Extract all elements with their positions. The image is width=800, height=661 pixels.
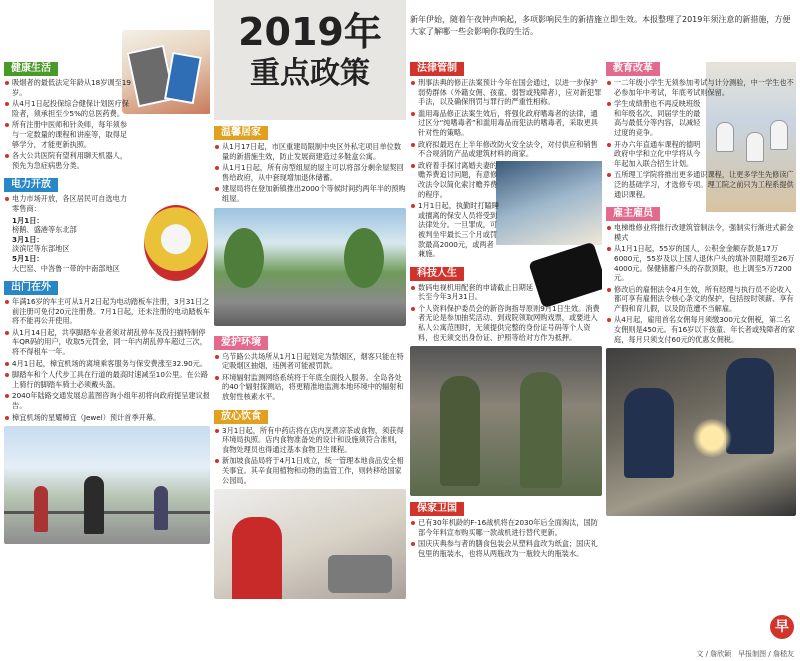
soldier-figure-2: [520, 372, 562, 488]
worker-figure: [624, 388, 674, 478]
worker-figure-2: [726, 358, 774, 454]
section-edu: [606, 56, 796, 199]
cigarette-photo: [122, 30, 210, 114]
travel-item-6: 樟宜机场的星耀樟宜（Jewel）预计首季开幕。: [4, 413, 210, 423]
bridge-walkers-photo: [4, 426, 210, 544]
column-3: [410, 56, 602, 643]
soldier-figure: [440, 376, 480, 486]
section-power: [4, 172, 134, 273]
section-title-defense: 保家卫国: [410, 502, 464, 516]
power-schedule-3: [4, 254, 134, 273]
power-date-1: 1月1日：: [12, 215, 44, 225]
section-title-health: 健康生活: [4, 62, 58, 76]
section-title-env: 爱护环境: [214, 336, 268, 350]
section-tech: [410, 261, 602, 343]
edu-item-2: 学生成绩册也不再反映班级和年级名次、同届学生的最高与最低分等内容，以减轻过度的竞争。: [606, 99, 702, 137]
herbal-shop-cook-photo: [214, 489, 406, 599]
section-title-home: 温馨居家: [214, 126, 268, 140]
home-item-1: 从1月17日起，市区重建局限制中央区外私宅项目单位数量的新措施生效，防止发展商建造过多鞋盒公寓。: [214, 142, 406, 161]
power-item-1: 电力市场开放，各区居民可自选电力零售商：: [4, 194, 134, 213]
env-item-2: 环境辐射监测网络系统将于年底全面投入服务。全岛各处的40个辐射探测站，将更精准地监测本地环境中的辐射和放射性核素水平。: [214, 373, 406, 402]
section-title-emp: 雇主雇员: [606, 207, 660, 221]
section-env: [214, 330, 406, 402]
emp-item-1: 电梯维修业将推行改建筑管制法令，强制实行渐进式薪金模式: [606, 223, 796, 242]
edu-item-1: 一二年级小学生无须参加考试与计分测验，中一学生也不必参加年中考试，年底考试则保留。: [606, 78, 796, 97]
power-date-3: 5月1日：: [12, 253, 44, 263]
travel-item-3: 4月1日起，樟宜机场的离境乘客服务与保安费涨至32.90元。: [4, 359, 210, 369]
power-date-2: 3月1日：: [12, 234, 44, 244]
power-area-1: 榜鹅、盛港等东北部: [12, 225, 77, 235]
travel-item-1: 年满16岁的车主可从1月2日起为电动踏板车注册，3月31日之前注册可免付20元注册费。7月1日起，还未注册的电动踏板车将不能再公开使用。: [4, 297, 210, 326]
surveillance-screen-photo: [496, 161, 602, 245]
home-item-2: 从1月1日起，所有房型组屋的屋主可以将部分剩余屋契回售给政府，从中套现增加退休储蓄。: [214, 163, 406, 182]
pedestrian-figure-2: [154, 486, 168, 530]
orchard-road-photo: [214, 208, 406, 326]
student-figure-3: [770, 120, 788, 150]
power-area-2: 淡滨尼等东部地区: [12, 244, 70, 254]
health-item-4: 各大公共医院有望利用聊天机器人，预先为急症病患分类。: [4, 151, 134, 170]
law-item-4: 政府着手探讨离婚夫妻的赡养费追讨问题，有意修改法令以简化索讨赡养费的程序。: [410, 161, 500, 199]
edu-item-3: 开办六年直通车课程的德明政府中学和立化中学将从今年起加入联合招生计划。: [606, 140, 702, 169]
health-item-1: 吸烟者的最低法定年龄从18岁调至19岁。: [4, 78, 134, 97]
defense-item-2: 国庆庆典参与者的膳食包装会从塑料盒改为纸盒；国庆礼包里的瓶装水，也将从两瓶改为一瓶较大的瓶装水。: [410, 539, 602, 558]
defense-item-1: 已有30年机龄的F-16战机将在2030年后全面淘汰，国防部今年料宣布购买哪一款战机进行替代更新。: [410, 518, 602, 537]
cooking-pot: [328, 555, 392, 593]
env-item-1: 乌节路公共场所从1月1日起划定为禁烟区，烟客只能在特定吸烟区抽烟，违例者可能被罚款。: [214, 352, 406, 371]
section-title-tech: 科技人生: [410, 267, 464, 281]
section-home: [214, 120, 406, 204]
column-1: [4, 0, 210, 643]
section-defense: [410, 496, 602, 558]
student-figure: [716, 122, 734, 152]
electricity-meter-photo: [144, 205, 208, 281]
cigarette-pack-image-2: [164, 52, 202, 104]
travel-item-4: 脚踏车和个人代步工具在行道的最高时速减至10公里。在公路上骑行的脚踏车骑士必须戴头盔。: [4, 370, 210, 389]
section-travel: [4, 275, 210, 422]
column-2: [214, 0, 406, 643]
food-item-2: 新加坡食品局将于4月1日成立，统一管理本地食品安全相关事宜。其辛食用植物和动物的监管工作，则转移给国家公园局。: [214, 456, 406, 485]
section-title-law: 法律管制: [410, 62, 464, 76]
emp-item-2: 从1月1日起，55岁的国人，公积金金额存款是17万6000元，55岁及以上国人退休户头的填补顶限增至26万4000元。保健储蓄户头的存款顶限，也上调至5万7200元。: [606, 244, 796, 282]
tech-item-2: 个人资料保护委员会的新咨询指导原则9月1日生效。消费者无论是参加抽奖活动、到戏院领取网购戏票，或要进入私人公寓范围时，无须提供完整的身份证号码等个人资料，也无须交出身份证、护照等给对方作为抵押。: [410, 304, 602, 342]
law-item-5: 1月1日起，执勤时打瞌睡或擅离的保安人员将受到法律处分。一旦罪成，可被判坐牢最长三个月或罚款最高2000元，或两者兼施。: [410, 201, 500, 259]
section-title-travel: 出门在外: [4, 281, 58, 295]
section-title-edu: 教育改革: [606, 62, 660, 76]
credit-line: 文 / 詹欣颖 早报制图 / 詹嵇友: [696, 650, 794, 658]
travel-item-5: 2040年陆路交通发展总蓝图咨询小组年初将向政府提呈建议报告。: [4, 391, 210, 410]
law-lower-block: [410, 161, 602, 259]
power-schedule-2: [4, 235, 134, 254]
home-item-3: 建屋局将在登加新镇推出2000个等候时间约两年半的预购组屋。: [214, 184, 406, 203]
shaft-light: [692, 418, 732, 458]
law-item-1: 刑事法典的修正法案预计今年在国会通过，以进一步保护弱势群体（外籍女佣、孩童、弱智或残障者），应对新犯罪手法，以及确保刑罚与罪行的严重性相称。: [410, 78, 602, 107]
section-health: [4, 56, 134, 170]
lift-workers-photo: [606, 348, 796, 516]
health-item-2: 从4月1日起投保综合健保计划医疗保险者，须承担至少5%的总医药费。: [4, 99, 134, 118]
student-figure-2: [746, 132, 764, 162]
title-headline: 重点政策: [250, 56, 370, 91]
emp-item-4: 从4月起，雇用首名女佣每月须缴300元女佣税，第二名女佣则是450元。有16岁以下孩童、年长者或残障者的家庭，每月只须支付60元的优惠女佣税。: [606, 315, 796, 344]
emp-item-3: 修改后的雇佣法令4月生效，所有经理与执行员不论收入都可享有雇佣法令核心条文的保护，包括按时领薪、享有产假和育儿假，以及防范遭不当解雇。: [606, 285, 796, 314]
intro-text: 新年伊始，随着午夜钟声响起，多项影响民生的新措施立即生效。本报整理了2019年须注意的新措施，方便大家了解哪一些会影响你我的生活。: [410, 15, 791, 36]
law-item-3: 政府拟最迟在上半年修改防火安全法令，对付供应和销售不合规消防产品或建筑材料的商家。: [410, 140, 602, 159]
section-emp: [606, 201, 796, 344]
scooter-rider-figure: [84, 476, 104, 534]
tree-shape: [224, 228, 264, 288]
travel-item-2: 从1月14日起，共享脚踏车业者须对胡乱停车及没扫描特制停车QR码的用户，收取5元罚金，同一年内胡乱停车超过三次，将不得租车一年。: [4, 328, 210, 357]
power-schedule-1: [4, 216, 134, 235]
edu-item-4: 五所理工学院将推出更多通识课程，让更多学生先修读广泛的基础学习，才选修专项。理工院之前只为工程系提供通识课程。: [606, 170, 796, 199]
power-area-3: 大巴窑、中峇鲁一带的中南部地区: [12, 263, 120, 273]
soldiers-photo: [410, 346, 602, 496]
tree-shape-2: [344, 228, 384, 288]
cook-figure: [232, 517, 282, 599]
law-item-2: 滥用毒品修正法案生效后，将强化政府嗜毒者的法律，通过区分“纯嗜毒者”和滥用毒品而犯法的嗜毒者，采取更具针对性的策略。: [410, 109, 602, 138]
tech-item-1: 数码电视机用配套的申请截止日期延长至今年3月31日。: [410, 283, 534, 302]
food-item-1: 3月1日起，所有中药店将在店内烹煮凉茶或食物，须获得环境局执照。店内食物准备处的设计和设施须符合准则，食物处理员也得通过基本食物卫生课程。: [214, 426, 406, 455]
section-title-power: 电力开放: [4, 178, 58, 192]
section-law: [410, 56, 602, 259]
section-food: [214, 404, 406, 486]
pedestrian-figure: [34, 486, 48, 532]
zaobao-logo: 早: [770, 615, 794, 639]
section-title-food: 放心饮食: [214, 410, 268, 424]
main-title-box: [214, 0, 406, 120]
title-year: 2019年: [238, 10, 382, 54]
health-item-3: 所有注册中医师和针灸师，每年须参与一定数量的课程和讲座等，取得足够学分，才能更新执照。: [4, 120, 134, 149]
column-4: [606, 56, 796, 643]
